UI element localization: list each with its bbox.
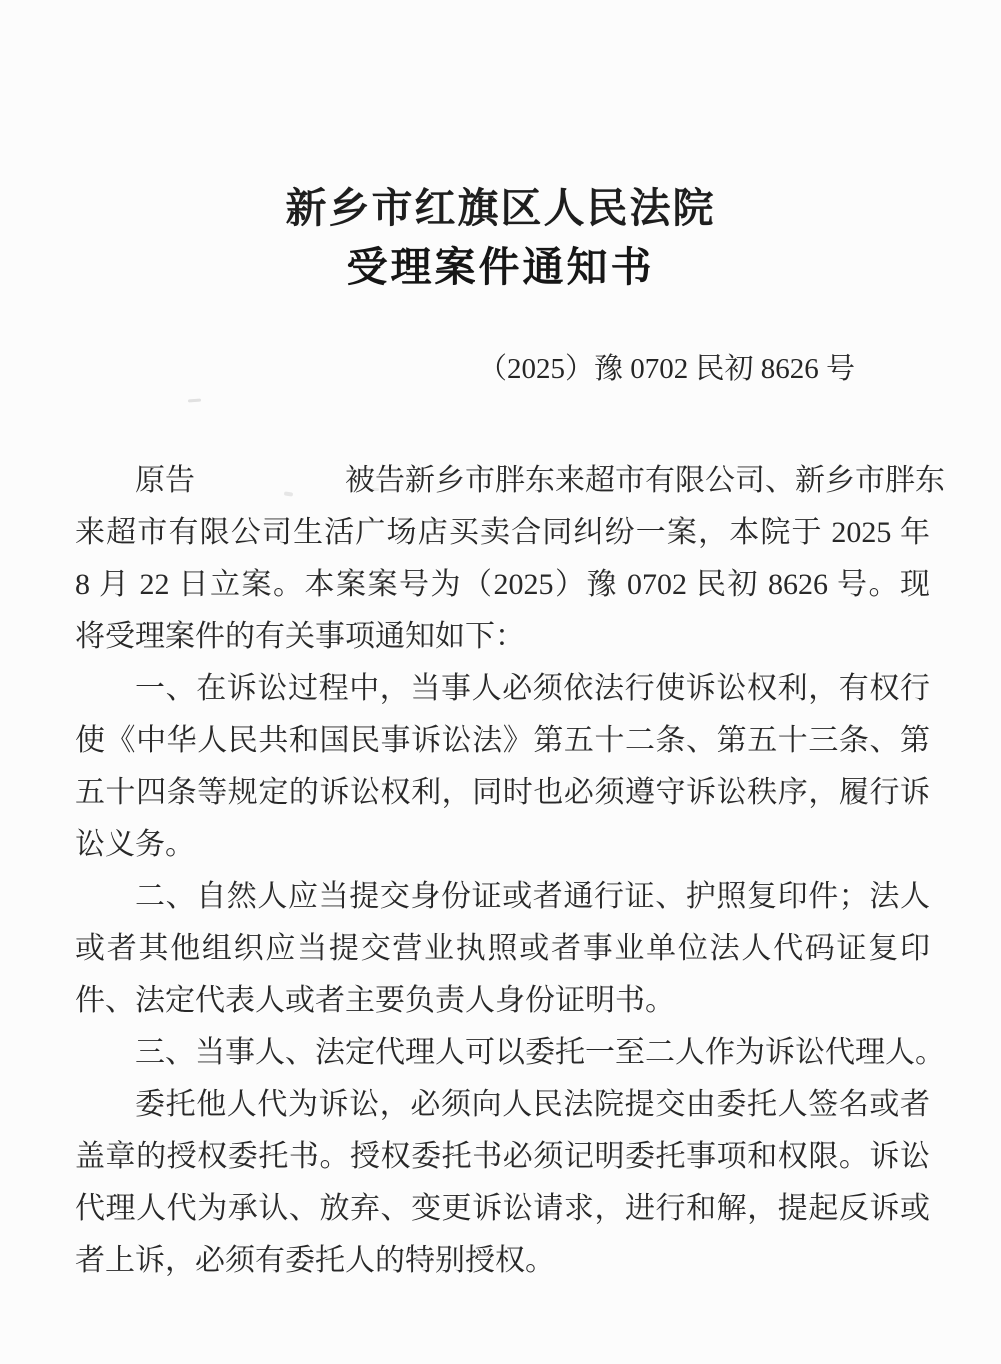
scan-artifact bbox=[188, 399, 201, 403]
body-line: 二、自然人应当提交身份证或者通行证、护照复印件；法人 bbox=[135, 879, 930, 913]
body-line: 将受理案件的有关事项通知如下： bbox=[75, 619, 525, 653]
body-line: 者上诉，必须有委托人的特别授权。 bbox=[75, 1243, 555, 1277]
court-name: 新乡市红旗区人民法院 bbox=[285, 185, 716, 231]
body-line: 或者其他组织应当提交营业执照或者事业单位法人代码证复印 bbox=[75, 931, 930, 965]
case-number: （2025）豫 0702 民初 8626 号 bbox=[477, 352, 855, 385]
body-line: 盖章的授权委托书。授权委托书必须记明委托事项和权限。诉讼 bbox=[75, 1139, 930, 1173]
document-body bbox=[0, 455, 1001, 1287]
body-line: 件、法定代表人或者主要负责人身份证明书。 bbox=[75, 983, 675, 1017]
body-line: 委托他人代为诉讼，必须向人民法院提交由委托人签名或者 bbox=[135, 1087, 930, 1121]
body-line: 来超市有限公司生活广场店买卖合同纠纷一案，本院于 2025 年 bbox=[75, 515, 930, 549]
body-line: 一、在诉讼过程中，当事人必须依法行使诉讼权利，有权行 bbox=[135, 671, 930, 705]
body-line: 8 月 22 日立案。本案案号为（2025）豫 0702 民初 8626 号。现 bbox=[75, 567, 930, 601]
body-line: 五十四条等规定的诉讼权利，同时也必须遵守诉讼秩序，履行诉 bbox=[75, 775, 930, 809]
document-title: 受理案件通知书 bbox=[346, 244, 655, 291]
body-line: 代理人代为承认、放弃、变更诉讼请求，进行和解，提起反诉或 bbox=[75, 1191, 930, 1225]
body-line: 讼义务。 bbox=[75, 827, 195, 861]
body-line: 使《中华人民共和国民事诉讼法》第五十二条、第五十三条、第 bbox=[75, 723, 930, 757]
body-line: 原告 被告新乡市胖东来超市有限公司、新乡市胖东 bbox=[135, 463, 945, 497]
body-line: 三、当事人、法定代理人可以委托一至二人作为诉讼代理人。 bbox=[135, 1035, 945, 1069]
